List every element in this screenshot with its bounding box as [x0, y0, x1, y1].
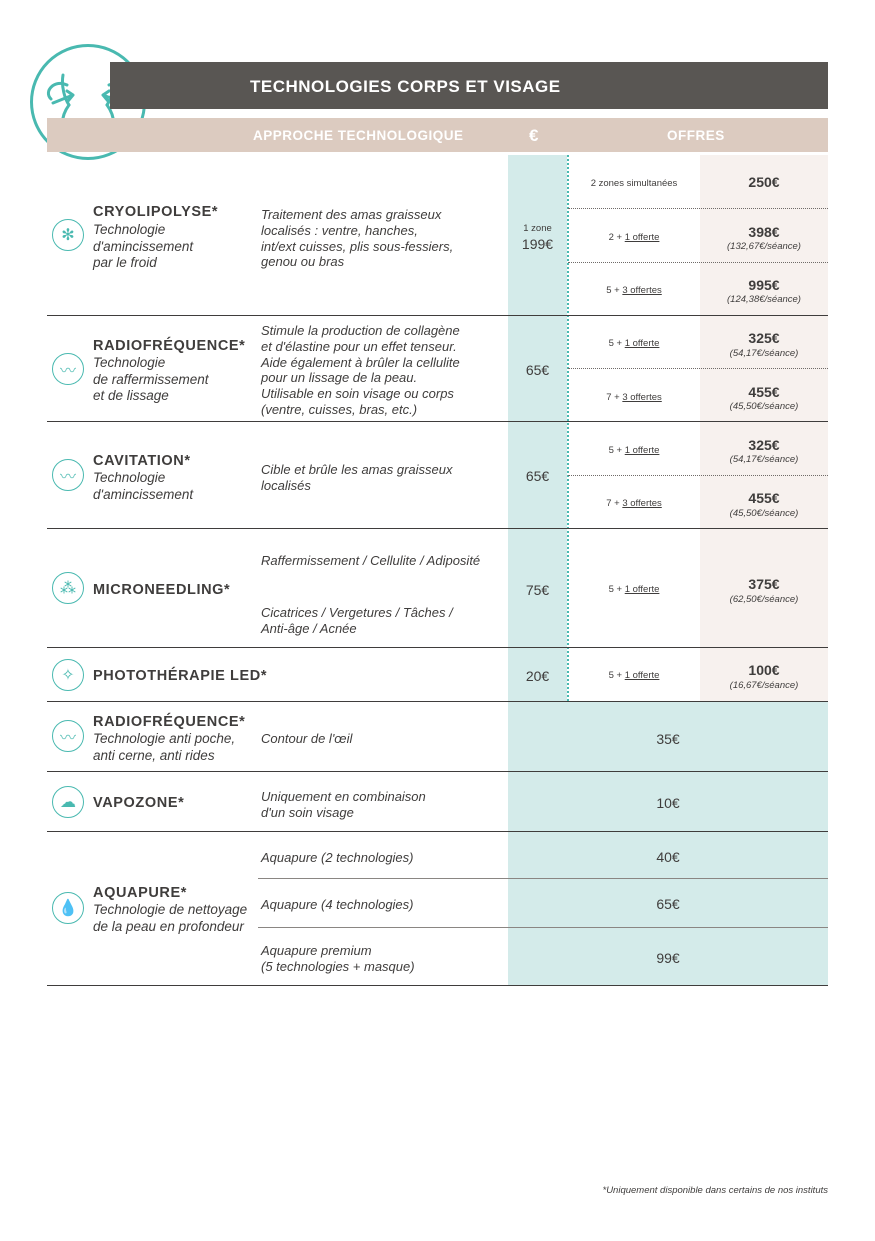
offer-link[interactable]: 3 offertes — [622, 498, 662, 509]
row-divider — [47, 701, 828, 702]
aqua-subtitle — [93, 902, 247, 935]
offer-qty: 5 + — [608, 445, 625, 456]
cavitation-offer-2-price: 455€ — [748, 490, 780, 506]
led-offer-price: 100€ — [748, 662, 780, 678]
cryo-sub-line: d'amincissement — [93, 238, 194, 254]
offer-link[interactable]: 1 offerte — [624, 338, 660, 349]
cryo-offer-2-price: 398€ — [748, 224, 780, 240]
aqua-name: AQUAPURE* — [93, 885, 188, 901]
cryo-desc-line: genou ou bras — [261, 254, 345, 270]
cryo-subtitle — [93, 222, 193, 272]
radio-offer-2 — [568, 392, 700, 403]
micro-desc-line: Cicatrices / Vergetures / Tâches / — [261, 605, 453, 620]
cryo-offer-3-price: 995€ — [748, 277, 780, 293]
micro-offer — [568, 584, 700, 595]
cryo-description — [261, 207, 453, 270]
soundwave-icon: 〰 — [52, 720, 84, 752]
offer-divider — [568, 208, 828, 209]
offer-link[interactable]: 1 offerte — [624, 584, 660, 595]
radio-sub-line: et de lissage — [93, 388, 169, 403]
micro-offer-per: (62,50€/séance) — [729, 594, 799, 605]
sparkle-icon: ✧ — [52, 659, 84, 691]
offer-link[interactable]: 1 offerte — [624, 670, 660, 681]
offer-divider — [568, 368, 828, 369]
radio-offer-1 — [568, 338, 700, 349]
row-divider — [47, 315, 828, 316]
cavitation-offer-2 — [568, 498, 700, 509]
cavitation-name: CAVITATION* — [93, 453, 191, 469]
vapo-desc-line: Uniquement en combinaison — [261, 789, 426, 804]
radio2-description: Contour de l'œil — [261, 731, 353, 746]
row-divider — [47, 831, 828, 832]
row-divider — [47, 771, 828, 772]
radio-desc-line: Aide également à brûler la cellulite — [261, 354, 460, 370]
led-offer — [568, 670, 700, 681]
radio-sub-line: de raffermissement — [93, 371, 209, 387]
radio-offer-1-price: 325€ — [748, 330, 780, 346]
led-price: 20€ — [525, 668, 550, 684]
row-divider — [47, 647, 828, 648]
led-name: PHOTOTHÉRAPIE LED* — [93, 668, 268, 684]
offer-divider — [568, 262, 828, 263]
cryo-name: CRYOLIPOLYSE* — [93, 204, 219, 220]
radio2-name: RADIOFRÉQUENCE* — [93, 714, 246, 730]
cryo-offer-2-per: (132,67€/séance) — [727, 241, 801, 252]
radio-desc-line: Stimule la production de collagène — [261, 323, 460, 338]
aqua-item-3-price: 99€ — [656, 950, 680, 966]
offer-link[interactable]: 1 offerte — [624, 445, 660, 456]
offer-qty: 5 + — [608, 584, 625, 595]
column-header-bar — [47, 118, 828, 152]
vapo-name: VAPOZONE* — [93, 795, 185, 811]
soundwave-icon: 〰 — [52, 353, 84, 385]
radio-sub-line: Technologie — [93, 355, 166, 370]
micro-offer-price: 375€ — [748, 576, 780, 592]
radio-price: 65€ — [525, 362, 550, 378]
radio-subtitle — [93, 355, 209, 405]
micro-description-2 — [261, 605, 453, 637]
cryo-offer-1: 2 zones simultanées — [590, 178, 678, 189]
cavitation-offer-1-price: 325€ — [748, 437, 780, 453]
aqua-desc-line: (5 technologies + masque) — [261, 958, 415, 974]
page-title: TECHNOLOGIES CORPS ET VISAGE — [250, 77, 561, 96]
offer-link[interactable]: 1 offerte — [624, 232, 660, 243]
radio2-subtitle — [93, 731, 235, 764]
micro-desc-line: Anti-âge / Acnée — [261, 620, 357, 636]
aqua-item-3-desc — [261, 943, 415, 975]
cryo-offer-3 — [568, 285, 700, 296]
cavitation-desc-line: Cible et brûle les amas graisseux — [261, 462, 453, 477]
cavitation-subtitle — [93, 470, 193, 503]
col-header-euro: € — [529, 126, 539, 145]
micro-price: 75€ — [525, 582, 550, 598]
footnote: *Uniquement disponible dans certains de nos instituts — [602, 1185, 828, 1196]
col-header-approche: APPROCHE TECHNOLOGIQUE — [253, 128, 464, 143]
offer-qty: 5 + — [606, 285, 623, 296]
sub-row-divider — [258, 927, 828, 928]
radio-offer-1-per: (54,17€/séance) — [729, 348, 799, 359]
vapo-price: 10€ — [656, 795, 680, 811]
radio-desc-line: pour un lissage de la peau. — [261, 370, 418, 386]
soundwave-icon: 〰 — [52, 459, 84, 491]
cavitation-offer-1-per: (54,17€/séance) — [729, 454, 799, 465]
cavitation-desc-line: localisés — [261, 477, 311, 493]
aqua-item-2-price: 65€ — [656, 896, 680, 912]
offer-link[interactable]: 3 offertes — [622, 392, 662, 403]
cryo-desc-line: localisés : ventre, hanches, — [261, 222, 418, 238]
cryo-sub-line: par le froid — [93, 255, 157, 270]
vapo-desc-line: d'un soin visage — [261, 804, 354, 820]
title-bar — [110, 62, 828, 109]
vapo-description — [261, 789, 426, 821]
radio-description — [261, 323, 460, 418]
aqua-item-2-desc: Aquapure (4 technologies) — [261, 897, 414, 912]
cells-icon: ⁂ — [52, 572, 84, 604]
aqua-sub-line: de la peau en profondeur — [93, 918, 244, 934]
offer-link[interactable]: 3 offertes — [622, 285, 662, 296]
radio-offer-2-per: (45,50€/séance) — [729, 401, 799, 412]
micro-name: MICRONEEDLING* — [93, 582, 231, 598]
cryo-sub-line: Technologie — [93, 222, 166, 237]
cryo-offer-3-per: (124,38€/séance) — [727, 294, 801, 305]
droplet-icon: 💧 — [52, 892, 84, 924]
cavitation-offer-1 — [568, 445, 700, 456]
offer-qty: 7 + — [606, 392, 623, 403]
aqua-sub-line: Technologie de nettoyage — [93, 902, 248, 917]
row-divider — [47, 985, 828, 986]
offer-divider — [568, 475, 828, 476]
steam-icon: ☁ — [52, 786, 84, 818]
radio-desc-line: et d'élastine pour un effet tenseur. — [261, 338, 457, 354]
cryo-desc-line: int/ext cuisses, plis sous-fessiers, — [261, 238, 454, 254]
cryo-offer-2 — [568, 232, 700, 243]
led-offer-per: (16,67€/séance) — [729, 680, 799, 691]
radio-desc-line: Utilisable en soin visage ou corps — [261, 386, 454, 402]
cavitation-sub-line: Technologie — [93, 470, 166, 485]
offer-qty: 5 + — [608, 670, 625, 681]
offer-qty: 5 + — [608, 338, 625, 349]
row-divider — [47, 421, 828, 422]
cryo-desc-line: Traitement des amas graisseux — [261, 207, 442, 222]
aqua-item-1-price: 40€ — [656, 849, 680, 865]
col-header-offres: OFFRES — [667, 128, 725, 143]
cryo-price-label: 1 zone — [523, 223, 552, 234]
offer-qty: 7 + — [606, 498, 623, 509]
cryo-offer-1-price: 250€ — [748, 174, 780, 190]
snowflake-icon: ✻ — [52, 219, 84, 251]
aqua-desc-line: Aquapure premium — [261, 943, 372, 958]
radio-name: RADIOFRÉQUENCE* — [93, 338, 246, 354]
radio2-sub-line: Technologie anti poche, — [93, 731, 236, 746]
radio-offer-2-price: 455€ — [748, 384, 780, 400]
aqua-item-1-desc: Aquapure (2 technologies) — [261, 850, 414, 865]
cavitation-price: 65€ — [525, 468, 550, 484]
offer-qty: 2 + — [608, 232, 625, 243]
cryo-price: 199€ — [521, 236, 554, 252]
cavitation-sub-line: d'amincissement — [93, 486, 194, 502]
sub-row-divider — [258, 878, 828, 879]
row-divider — [47, 528, 828, 529]
radio2-price: 35€ — [656, 731, 680, 747]
micro-description-1: Raffermissement / Cellulite / Adiposité — [261, 553, 481, 568]
cavitation-offer-2-per: (45,50€/séance) — [729, 508, 799, 519]
radio2-sub-line: anti cerne, anti rides — [93, 747, 215, 763]
radio-desc-line: (ventre, cuisses, bras, etc.) — [261, 401, 418, 417]
cavitation-description — [261, 462, 452, 494]
